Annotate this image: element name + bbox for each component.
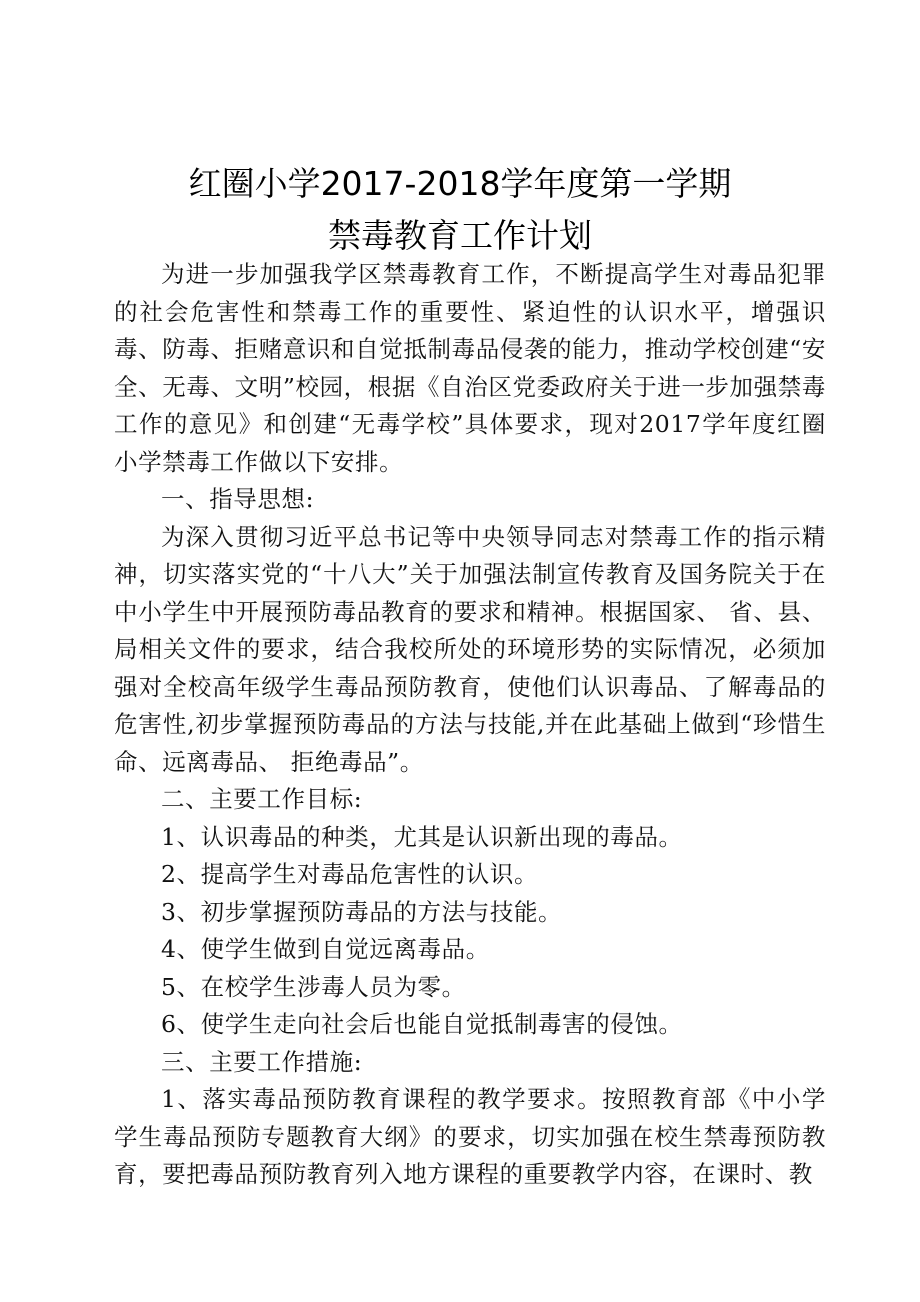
section-heading-main-measures: 三、主要工作措施:: [161, 1047, 363, 1076]
guiding-ideology-paragraph: 为深入贯彻习近平总书记等中央领导同志对禁毒工作的指示精神，切实落实党的“十八大”关于加强法制宣传教育及国务院关于在中小学生中开展预防毒品教育的要求和精神。根据国家、 省、县、局相关文件的要求，结合我校所处的环境形势的实际情况，必须加强对全校高年级学生毒品预防教育，使他们认识毒品、了解毒品的危害性,初步掌握预防毒品的方法与技能,并在此基础上做到“珍惜生命、远离毒品、 拒绝毒品”。: [114, 522, 826, 776]
goal-item: 1、认识毒品的种类，尤其是认识新出现的毒品。: [161, 822, 683, 851]
document-subtitle: 禁毒教育工作计划: [328, 216, 592, 255]
goal-item: 4、使学生做到自觉远离毒品。: [161, 935, 490, 963]
goal-item: 2、提高学生对毒品危害性的认识。: [161, 860, 539, 888]
goal-item: 6、使学生走向社会后也能自觉抵制毒害的侵蚀。: [161, 1010, 683, 1038]
section-heading-guiding-ideology: 一、指导思想:: [161, 485, 315, 513]
goal-item: 3、初步掌握预防毒品的方法与技能。: [161, 897, 563, 926]
section-heading-main-goals: 二、主要工作目标:: [161, 785, 363, 813]
intro-paragraph: 为进一步加强我学区禁毒教育工作，不断提高学生对毒品犯罪的社会危害性和禁毒工作的重要性、紧迫性的认识水平，增强识毒、防毒、拒赌意识和自觉抵制毒品侵袭的能力，推动学校创建“安全、无毒、文明”校园，根据《自治区党委政府关于进一步加强禁毒工作的意见》和创建“无毒学校”具体要求，现对2017学年度红圈小学禁毒工作做以下安排。: [114, 260, 826, 476]
goal-item: 5、在校学生涉毒人员为零。: [161, 972, 466, 1001]
document-title: 红圈小学2017-2018学年度第一学期: [188, 164, 732, 203]
measure-paragraph: 1、落实毒品预防教育课程的教学要求。按照教育部《中小学学生毒品预防专题教育大纲》的要求，切实加强在校生禁毒预防教育，要把毒品预防教育列入地方课程的重要教学内容，在课时、教: [114, 1085, 826, 1188]
document-body: [114, 256, 826, 1194]
